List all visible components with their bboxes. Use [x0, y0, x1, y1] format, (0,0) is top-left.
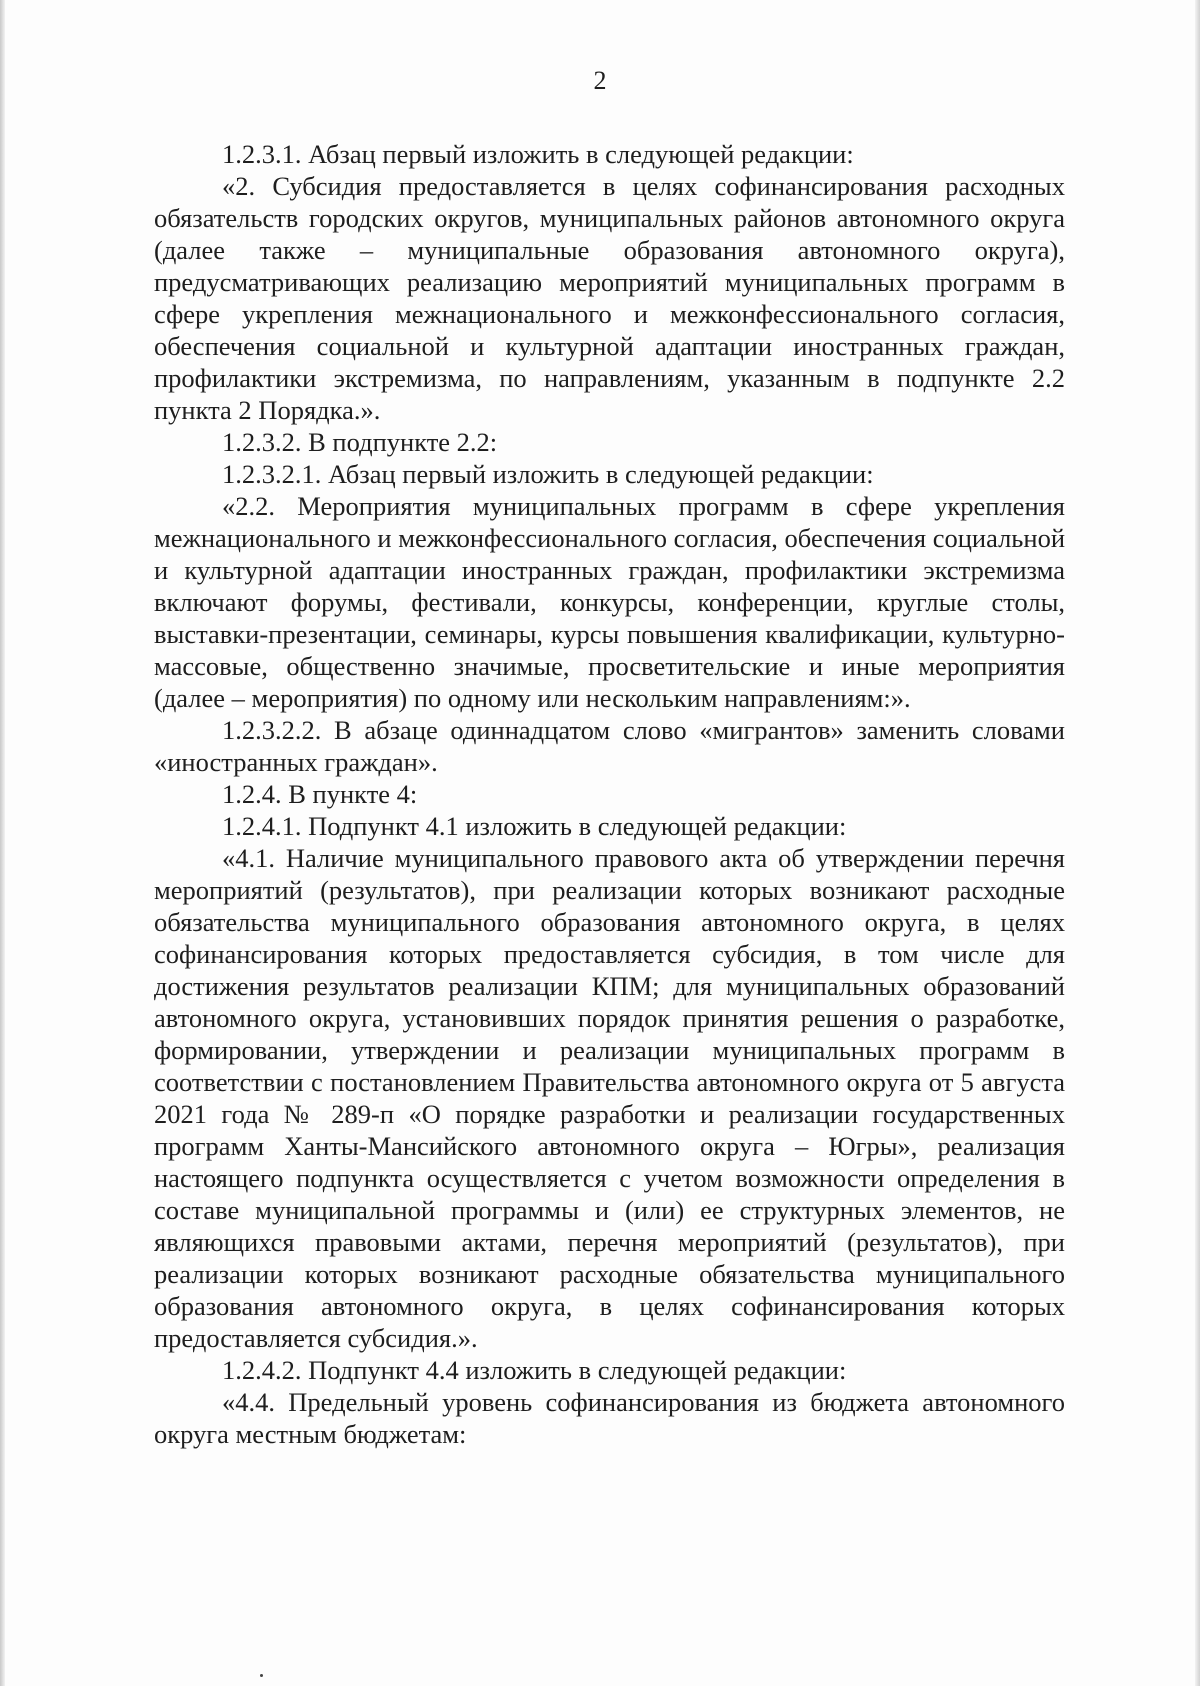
page-number: 2	[593, 66, 607, 95]
scan-edge-right	[1195, 0, 1200, 1686]
scan-edge-left	[0, 0, 5, 1686]
paragraph-1-2-4-2: 1.2.4.2. Подпункт 4.4 изложить в следующей редакции:	[222, 1355, 847, 1385]
paragraph-1-2-3-2-2: 1.2.3.2.2. В абзаце одиннадцатом слово «мигрантов» заменить словами «иностранных граждан».	[154, 715, 1065, 777]
paragraph-events-list: «2.2. Мероприятия муниципальных программ в сфере укрепления межнационального и межконфессионального согласия, обеспечения социальной и культурной адаптации иностранных граждан, профилактики экстремизма включают форумы, фестивали, конкурсы, конференции, круглые столы, выставки-презентации, семинары, курсы повышения квалификации, культурно-массовые, общественно значимые, просветительские и иные мероприятия (далее – мероприятия) по одному или нескольким направлениям:».	[154, 491, 1065, 713]
document-body	[154, 138, 1065, 1450]
paragraph-1-2-3-2: 1.2.3.2. В подпункте 2.2:	[222, 427, 498, 457]
paragraph-1-2-4: 1.2.4. В пункте 4:	[222, 779, 418, 809]
paragraph-subsidy-purpose: «2. Субсидия предоставляется в целях софинансирования расходных обязательств городских округов, муниципальных районов автономного округа (далее также – муниципальные образования автономного округа), предусматривающих реализацию мероприятий муниципальных программ в сфере укрепления межнационального и межконфессионального согласия, обеспечения социальной и культурной адаптации иностранных граждан, профилактики экстремизма, по направлениям, указанным в подпункте 2.2 пункта 2 Порядка.».	[154, 171, 1065, 425]
paragraph-1-2-4-1: 1.2.4.1. Подпункт 4.1 изложить в следующей редакции:	[222, 811, 847, 841]
paragraph-4-4-text: «4.4. Предельный уровень софинансирования из бюджета автономного округа местным бюджетам:	[154, 1387, 1065, 1449]
paragraph-1-2-3-1: 1.2.3.1. Абзац первый изложить в следующей редакции:	[222, 139, 854, 169]
paragraph-1-2-3-2-1: 1.2.3.2.1. Абзац первый изложить в следующей редакции:	[222, 459, 874, 489]
scan-speck	[260, 1674, 263, 1677]
paragraph-4-1-text: «4.1. Наличие муниципального правового акта об утверждении перечня мероприятий (результатов), при реализации которых возникают расходные обязательства муниципального образования автономного округа, в целях софинансирования которых предоставляется субсидия, в том числе для достижения результатов реализации КПМ; для муниципальных образований автономного округа, установивших порядок принятия решения о разработке, формировании, утверждении и реализации муниципальных программ в соответствии с постановлением Правительства автономного округа от 5 августа 2021 года № 289-п «О порядке разработки и реализации государственных программ Ханты-Мансийского автономного округа – Югры», реализация настоящего подпункта осуществляется с учетом возможности определения в составе муниципальной программы и (или) ее структурных элементов, не являющихся правовыми актами, перечня мероприятий (результатов), при реализации которых возникают расходные обязательства муниципального образования автономного округа, в целях софинансирования которых предоставляется субсидия.».	[154, 843, 1065, 1353]
